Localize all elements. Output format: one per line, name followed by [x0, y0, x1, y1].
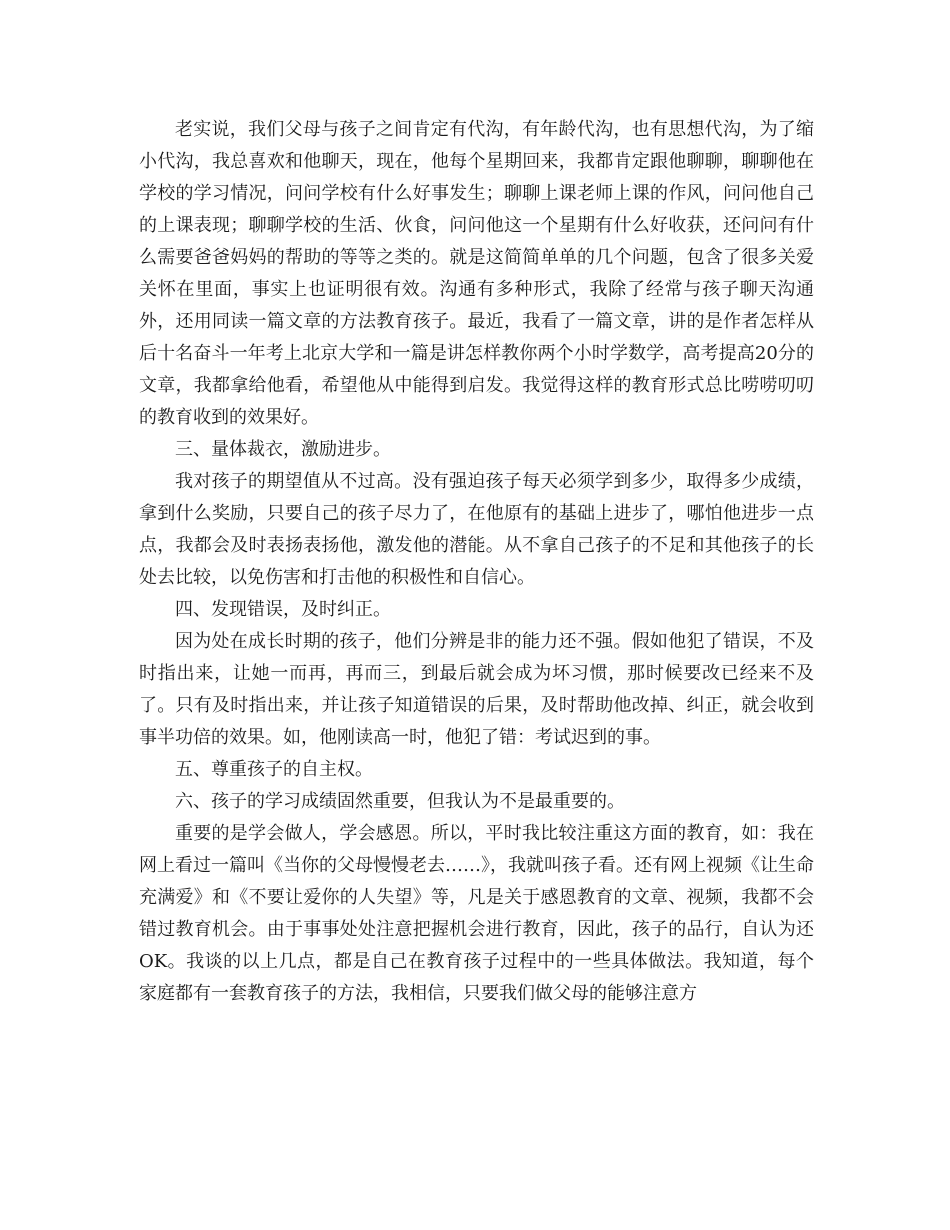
heading-section-five: 五、尊重孩子的自主权。 [175, 759, 373, 780]
paragraph-correct-mistakes: 因为处在成长时期的孩子，他们分辨是非的能力还不强。假如他犯了错误，不及时指出来，让她一而再，再而三，到最后就会成为坏习惯，那时候要改已经来不及了。只有及时指出来，并让孩子知道错误的后果，及时帮助他改掉、纠正，就会收到事半功倍的效果。如，他刚读高一时，他犯了错：考试迟到的事。 [139, 631, 814, 748]
heading-section-six: 六、孩子的学习成绩固然重要，但我认为不是最重要的。 [175, 791, 625, 812]
document-body [139, 114, 814, 1010]
paragraph-gratitude: 重要的是学会做人，学会感恩。所以，平时我比较注重这方面的教育，如：我在网上看过一篇叫《当你的父母慢慢老去……》，我就叫孩子看。还有网上视频《让生命充满爱》和《不要让爱你的人失望》等，凡是关于感恩教育的文章、视频，我都不会错过教育机会。由于事事处处注意把握机会进行教育，因此，孩子的品行，自认为还OK。我谈的以上几点，都是自己在教育孩子过程中的一些具体做法。我知道，每个家庭都有一套教育孩子的方法，我相信，只要我们做父母的能够注意方 [139, 823, 814, 1004]
paragraph-expectations: 我对孩子的期望值从不过高。没有强迫孩子每天必须学到多少，取得多少成绩，拿到什么奖励，只要自己的孩子尽力了，在他原有的基础上进步了，哪怕他进步一点点，我都会及时表扬表扬他，激发他的潜能。从不拿自己孩子的不足和其他孩子的长处去比较，以免伤害和打击他的积极性和自信心。 [139, 471, 814, 588]
heading-section-four: 四、发现错误，及时纠正。 [175, 599, 391, 620]
heading-section-three: 三、量体裁衣，激励进步。 [175, 439, 391, 460]
paragraph-communication: 老实说，我们父母与孩子之间肯定有代沟，有年龄代沟，也有思想代沟，为了缩小代沟，我总喜欢和他聊天，现在，他每个星期回来，我都肯定跟他聊聊，聊聊他在学校的学习情况，问问学校有什么好事发生；聊聊上课老师上课的作风，问问他自己的上课表现；聊聊学校的生活、伙食，问问他这一个星期有什么好收获，还问问有什么需要爸爸妈妈的帮助的等等之类的。就是这简简单单的几个问题，包含了很多关爱关怀在里面，事实上也证明很有效。沟通有多种形式，我除了经常与孩子聊天沟通外，还用同读一篇文章的方法教育孩子。最近，我看了一篇文章，讲的是作者怎样从后十名奋斗一年考上北京大学和一篇是讲怎样教你两个小时学数学，高考提高20分的文章，我都拿给他看，希望他从中能得到启发。我觉得这样的教育形式总比唠唠叨叨的教育收到的效果好。 [139, 119, 814, 428]
